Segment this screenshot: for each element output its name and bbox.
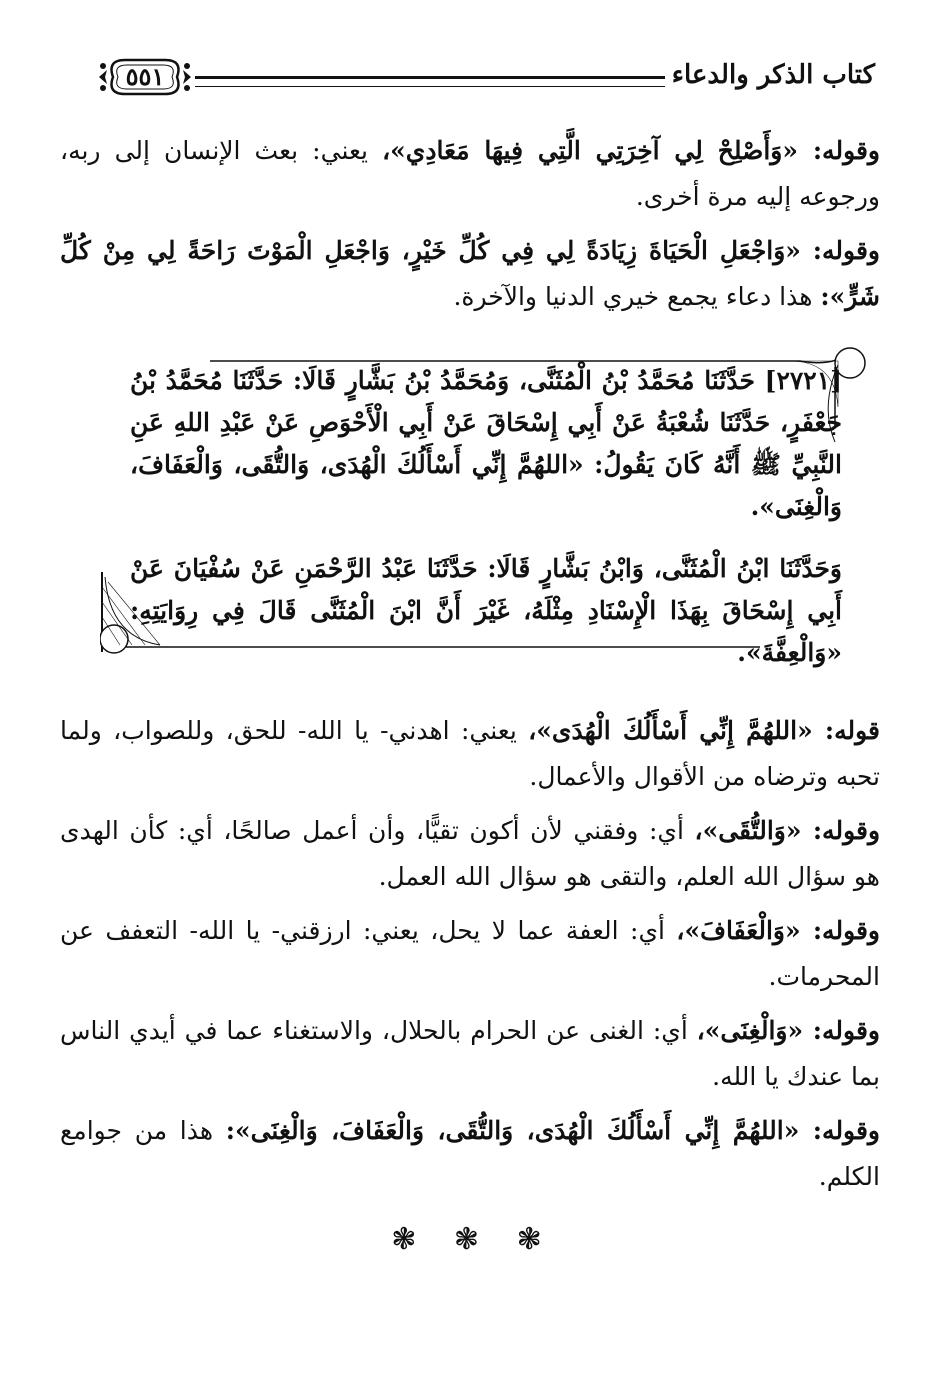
quoted-text: وقوله: «وَالْغِنَى»، [696,1016,880,1045]
hadith-second-text: وَحَدَّثَنَا ابْنُ الْمُثَنَّى، وَابْنُ بَشَّارٍ قَالَا: حَدَّثَنَا عَبْدُ الرَّحْمَنِ عَنْ سُفْيَانَ عَنْ أَبِي إِسْحَاقَ بِهَذَا الْإِسْنَادِ مِثْلَهُ، غَيْرَ أَنَّ ابْنَ الْمُثَنَّى قَالَ فِي رِوَايَتِهِ: «وَالْعِفَّةَ». [130,554,842,667]
quoted-text: وقوله: «وَاجْعَلِ الْحَيَاةَ زِيَادَةً لِي فِي كُلِّ خَيْرٍ، وَاجْعَلِ الْمَوْتَ رَاحَةً لِي مِنْ كُلِّ شَرٍّ»: [60,236,880,311]
commentary-paragraph [60,128,880,220]
hadith-main-text: [٢٧٢١] حَدَّثَنَا مُحَمَّدُ بْنُ الْمُثَنَّى، وَمُحَمَّدُ بْنُ بَشَّارٍ قَالَا: حَدَّثَنَا مُحَمَّدُ بْنُ جَعْفَرٍ، حَدَّثَنَا شُعْبَةُ عَنْ أَبِي إِسْحَاقَ عَنْ أَبِي الْأَحْوَصِ عَنْ عَبْدِ اللهِ عَنِ النَّبِيِّ ﷺ أَنَّهُ كَانَ يَقُولُ: «اللهُمَّ إِنِّي أَسْأَلُكَ الْهُدَى، وَالتُّقَى، وَالْعَفَافَ، وَالْغِنَى». [130,366,842,521]
book-title: كتاب الذكر والدعاء [671,60,875,90]
explanation-text: أي: وفقني لأن أكون تقيًّا، وأن أعمل صالحًا، أي: كأن الهدى هو سؤال الله العلم، والتقى هو سؤال الله العمل. [60,816,880,891]
commentary-paragraph [60,1008,880,1100]
commentary-paragraph [60,708,880,800]
explanation-text: هذا دعاء يجمع خيري الدنيا والآخرة. [453,282,821,311]
explanation-text: يعني: بعث الإنسان إلى ربه، ورجوعه إليه مرة أخرى. [60,136,880,211]
section-separator: ❃ ❃ ❃ [391,1222,556,1257]
page-number-badge [95,52,195,102]
commentary-paragraph [60,1108,880,1200]
explanation-text: أي: الغنى عن الحرام بالحلال، والاستغناء عما في أيدي الناس بما عندك يا الله. [60,1016,880,1091]
commentary-paragraph [60,908,880,1000]
explanation-text: يعني: اهدني- يا الله- للحق، وللصواب، ولما تحبه وترضاه من الأقوال والأعمال. [60,716,880,791]
quoted-text: وقوله: «وَالتُّقَى»، [694,816,881,845]
explanation-text: هذا من جوامع الكلم. [60,1116,880,1191]
quoted-text: وقوله: «وَأَصْلِحْ لِي آخِرَتِي الَّتِي فِيهَا مَعَادِي»، [382,136,881,165]
header-rule [195,76,665,87]
commentary-paragraph [60,228,880,320]
quoted-text: وقوله: «وَالْعَفَافَ»، [676,916,881,945]
explanation-text: أي: العفة عما لا يحل، يعني: ارزقني- يا الله- التعفف عن المحرمات. [60,916,880,991]
quoted-text: قوله: «اللهُمَّ إِنِّي أَسْأَلُكَ الْهُدَى»، [528,716,881,745]
page-header [95,52,875,102]
quoted-text: وقوله: «اللهُمَّ إِنِّي أَسْأَلُكَ الْهُدَى، وَالتُّقَى، وَالْعَفَافَ، وَالْغِنَى»: [225,1116,880,1145]
page-number: ٥٥١ [125,62,165,91]
commentary-paragraph [60,808,880,900]
